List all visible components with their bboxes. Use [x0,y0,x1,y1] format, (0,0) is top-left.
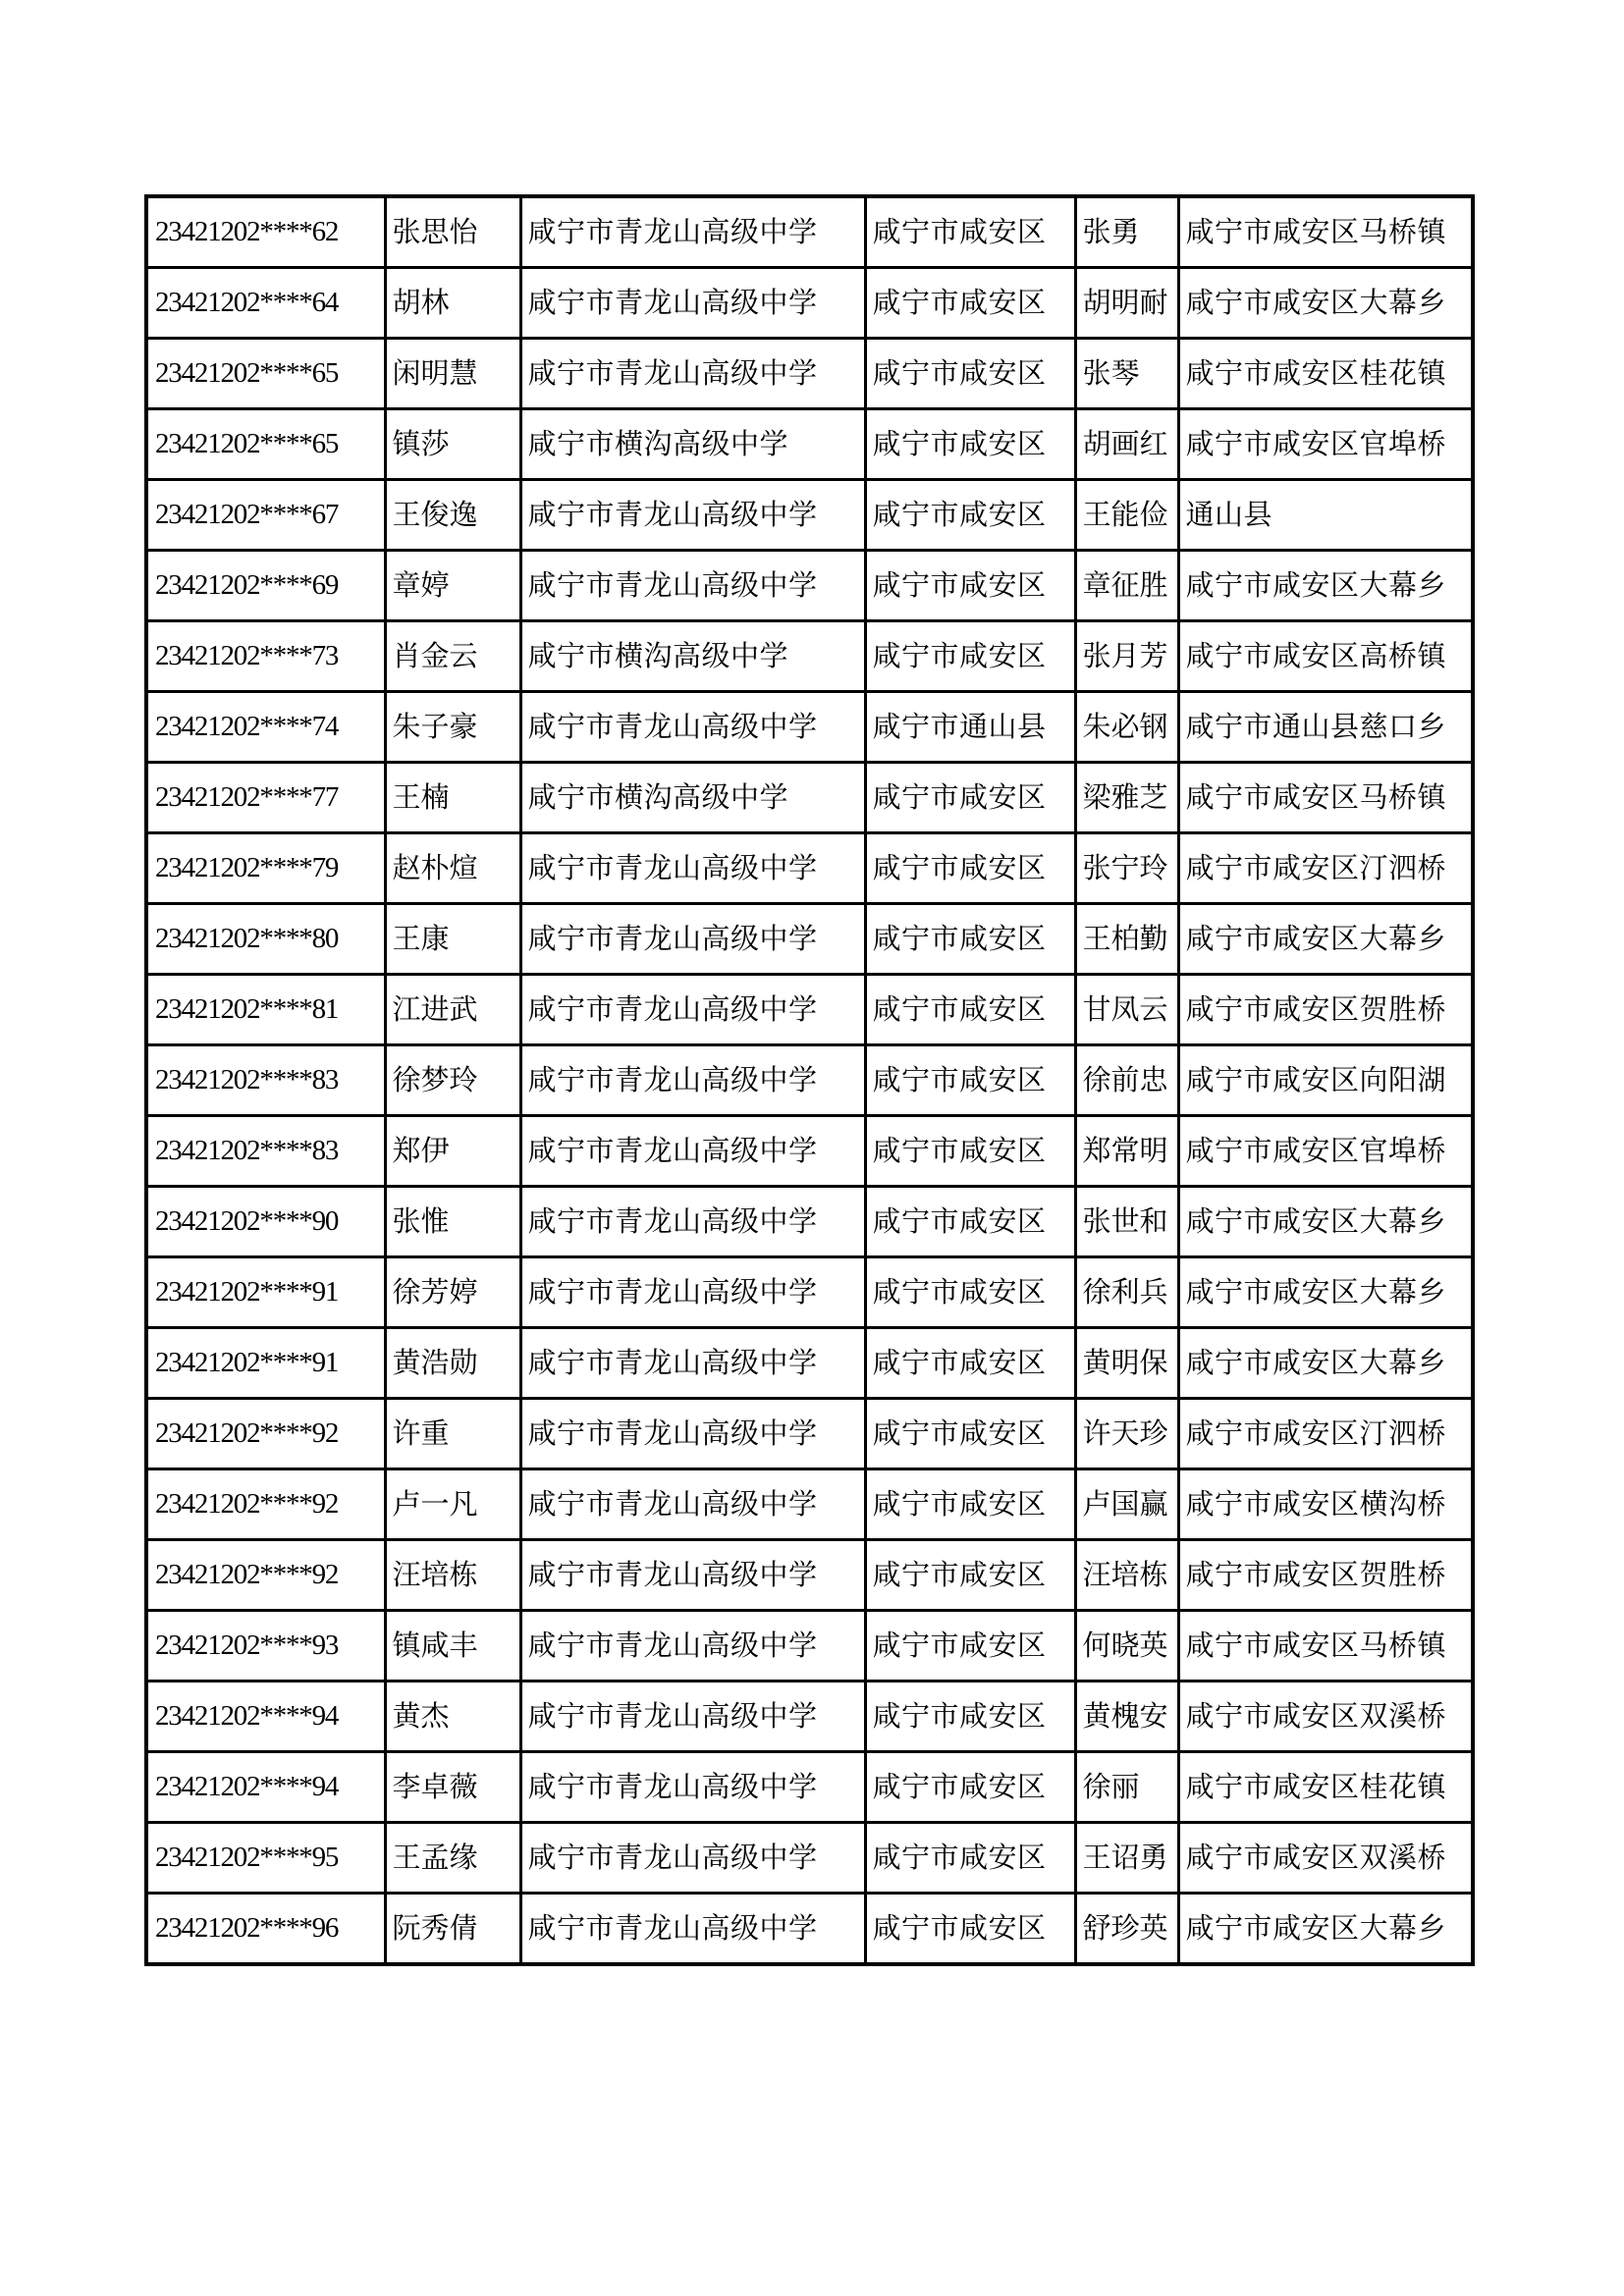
table-row [146,1328,1473,1399]
address-cell: 咸宁市咸安区高桥镇 [1178,621,1473,692]
student-id-cell: 23421202****64 [146,268,385,339]
school-cell: 咸宁市青龙山高级中学 [520,1682,865,1752]
table-row [146,1116,1473,1187]
student-name-cell: 卢一凡 [385,1469,520,1540]
region-cell: 咸宁市咸安区 [865,480,1075,551]
student-name-cell: 章婷 [385,551,520,621]
region-cell: 咸宁市咸安区 [865,1752,1075,1823]
student-name-cell: 闲明慧 [385,339,520,409]
school-cell: 咸宁市青龙山高级中学 [520,1752,865,1823]
address-cell: 咸宁市咸安区双溪桥 [1178,1682,1473,1752]
parent-name-cell: 徐利兵 [1075,1257,1178,1328]
parent-name-cell: 张琴 [1075,339,1178,409]
address-cell: 咸宁市咸安区向阳湖 [1178,1045,1473,1116]
school-cell: 咸宁市青龙山高级中学 [520,833,865,904]
table-row [146,409,1473,480]
parent-name-cell: 卢国赢 [1075,1469,1178,1540]
parent-name-cell: 王诏勇 [1075,1823,1178,1894]
table-row [146,1257,1473,1328]
region-cell: 咸宁市咸安区 [865,1187,1075,1257]
student-name-cell: 徐芳婷 [385,1257,520,1328]
table-row [146,480,1473,551]
address-cell: 咸宁市咸安区马桥镇 [1178,196,1473,268]
student-id-cell: 23421202****95 [146,1823,385,1894]
address-cell: 咸宁市咸安区双溪桥 [1178,1823,1473,1894]
student-id-cell: 23421202****92 [146,1469,385,1540]
student-id-cell: 23421202****83 [146,1116,385,1187]
address-cell: 咸宁市咸安区大幕乡 [1178,1257,1473,1328]
region-cell: 咸宁市咸安区 [865,975,1075,1045]
region-cell: 咸宁市咸安区 [865,763,1075,833]
student-name-cell: 黄浩勋 [385,1328,520,1399]
parent-name-cell: 许天珍 [1075,1399,1178,1469]
school-cell: 咸宁市青龙山高级中学 [520,975,865,1045]
student-name-cell: 江进武 [385,975,520,1045]
table-row [146,1752,1473,1823]
address-cell: 咸宁市咸安区桂花镇 [1178,1752,1473,1823]
table-row [146,904,1473,975]
region-cell: 咸宁市咸安区 [865,1257,1075,1328]
student-name-cell: 王康 [385,904,520,975]
student-name-cell: 张思怡 [385,196,520,268]
student-id-cell: 23421202****83 [146,1045,385,1116]
region-cell: 咸宁市咸安区 [865,904,1075,975]
parent-name-cell: 张世和 [1075,1187,1178,1257]
region-cell: 咸宁市咸安区 [865,1399,1075,1469]
school-cell: 咸宁市青龙山高级中学 [520,1469,865,1540]
student-id-cell: 23421202****92 [146,1399,385,1469]
student-id-cell: 23421202****90 [146,1187,385,1257]
student-id-cell: 23421202****65 [146,409,385,480]
student-id-cell: 23421202****67 [146,480,385,551]
parent-name-cell: 何晓英 [1075,1611,1178,1682]
parent-name-cell: 王能俭 [1075,480,1178,551]
address-cell: 咸宁市咸安区大幕乡 [1178,904,1473,975]
parent-name-cell: 甘凤云 [1075,975,1178,1045]
table-row [146,196,1473,268]
region-cell: 咸宁市咸安区 [865,339,1075,409]
student-id-cell: 23421202****79 [146,833,385,904]
table-row [146,763,1473,833]
student-name-cell: 赵朴煊 [385,833,520,904]
school-cell: 咸宁市青龙山高级中学 [520,551,865,621]
table-row [146,1399,1473,1469]
student-id-cell: 23421202****81 [146,975,385,1045]
region-cell: 咸宁市咸安区 [865,1611,1075,1682]
student-id-cell: 23421202****92 [146,1540,385,1611]
student-name-cell: 黄杰 [385,1682,520,1752]
student-id-cell: 23421202****73 [146,621,385,692]
school-cell: 咸宁市青龙山高级中学 [520,1116,865,1187]
address-cell: 咸宁市咸安区贺胜桥 [1178,975,1473,1045]
school-cell: 咸宁市青龙山高级中学 [520,1611,865,1682]
table-row [146,1894,1473,1965]
address-cell: 咸宁市咸安区大幕乡 [1178,1894,1473,1965]
table-row [146,833,1473,904]
table-row [146,975,1473,1045]
address-cell: 咸宁市咸安区大幕乡 [1178,1328,1473,1399]
address-cell: 咸宁市咸安区大幕乡 [1178,1187,1473,1257]
school-cell: 咸宁市青龙山高级中学 [520,1328,865,1399]
student-id-cell: 23421202****62 [146,196,385,268]
region-cell: 咸宁市咸安区 [865,1328,1075,1399]
parent-name-cell: 黄槐安 [1075,1682,1178,1752]
address-cell: 咸宁市咸安区大幕乡 [1178,268,1473,339]
student-name-cell: 王孟缘 [385,1823,520,1894]
region-cell: 咸宁市咸安区 [865,1894,1075,1965]
student-id-cell: 23421202****65 [146,339,385,409]
table-row [146,692,1473,763]
region-cell: 咸宁市咸安区 [865,551,1075,621]
student-id-cell: 23421202****74 [146,692,385,763]
student-name-cell: 王俊逸 [385,480,520,551]
parent-name-cell: 张勇 [1075,196,1178,268]
address-cell: 咸宁市咸安区官埠桥 [1178,1116,1473,1187]
school-cell: 咸宁市青龙山高级中学 [520,1894,865,1965]
region-cell: 咸宁市咸安区 [865,1116,1075,1187]
student-name-cell: 胡林 [385,268,520,339]
student-name-cell: 徐梦玲 [385,1045,520,1116]
table-row [146,1045,1473,1116]
student-id-cell: 23421202****91 [146,1328,385,1399]
table-row [146,1823,1473,1894]
region-cell: 咸宁市咸安区 [865,1540,1075,1611]
region-cell: 咸宁市咸安区 [865,1469,1075,1540]
parent-name-cell: 章征胜 [1075,551,1178,621]
student-list-table [144,194,1475,1966]
table-row [146,621,1473,692]
school-cell: 咸宁市横沟高级中学 [520,763,865,833]
school-cell: 咸宁市青龙山高级中学 [520,1823,865,1894]
student-name-cell: 朱子豪 [385,692,520,763]
table-row [146,1540,1473,1611]
school-cell: 咸宁市青龙山高级中学 [520,904,865,975]
parent-name-cell: 徐丽 [1075,1752,1178,1823]
student-name-cell: 许重 [385,1399,520,1469]
address-cell: 咸宁市咸安区桂花镇 [1178,339,1473,409]
parent-name-cell: 舒珍英 [1075,1894,1178,1965]
school-cell: 咸宁市青龙山高级中学 [520,196,865,268]
student-name-cell: 阮秀倩 [385,1894,520,1965]
table-row [146,551,1473,621]
student-name-cell: 李卓薇 [385,1752,520,1823]
school-cell: 咸宁市青龙山高级中学 [520,692,865,763]
address-cell: 咸宁市咸安区马桥镇 [1178,1611,1473,1682]
parent-name-cell: 张宁玲 [1075,833,1178,904]
student-name-cell: 肖金云 [385,621,520,692]
parent-name-cell: 梁雅芝 [1075,763,1178,833]
student-id-cell: 23421202****94 [146,1682,385,1752]
school-cell: 咸宁市青龙山高级中学 [520,339,865,409]
school-cell: 咸宁市青龙山高级中学 [520,1399,865,1469]
region-cell: 咸宁市咸安区 [865,196,1075,268]
region-cell: 咸宁市通山县 [865,692,1075,763]
parent-name-cell: 徐前忠 [1075,1045,1178,1116]
school-cell: 咸宁市青龙山高级中学 [520,1187,865,1257]
school-cell: 咸宁市横沟高级中学 [520,621,865,692]
table-row [146,1682,1473,1752]
region-cell: 咸宁市咸安区 [865,1682,1075,1752]
address-cell: 咸宁市通山县慈口乡 [1178,692,1473,763]
student-id-cell: 23421202****93 [146,1611,385,1682]
parent-name-cell: 张月芳 [1075,621,1178,692]
school-cell: 咸宁市青龙山高级中学 [520,1540,865,1611]
student-id-cell: 23421202****96 [146,1894,385,1965]
school-cell: 咸宁市青龙山高级中学 [520,1045,865,1116]
student-id-cell: 23421202****80 [146,904,385,975]
parent-name-cell: 汪培栋 [1075,1540,1178,1611]
school-cell: 咸宁市青龙山高级中学 [520,480,865,551]
region-cell: 咸宁市咸安区 [865,833,1075,904]
student-id-cell: 23421202****94 [146,1752,385,1823]
parent-name-cell: 郑常明 [1075,1116,1178,1187]
table-row [146,268,1473,339]
region-cell: 咸宁市咸安区 [865,621,1075,692]
address-cell: 咸宁市咸安区汀泗桥 [1178,1399,1473,1469]
student-id-cell: 23421202****77 [146,763,385,833]
student-id-cell: 23421202****69 [146,551,385,621]
address-cell: 咸宁市咸安区横沟桥 [1178,1469,1473,1540]
region-cell: 咸宁市咸安区 [865,1823,1075,1894]
student-name-cell: 镇咸丰 [385,1611,520,1682]
student-name-cell: 郑伊 [385,1116,520,1187]
region-cell: 咸宁市咸安区 [865,268,1075,339]
table-row [146,1469,1473,1540]
student-name-cell: 张惟 [385,1187,520,1257]
parent-name-cell: 王柏勤 [1075,904,1178,975]
student-name-cell: 镇莎 [385,409,520,480]
parent-name-cell: 朱必钢 [1075,692,1178,763]
table-body [146,196,1473,1964]
parent-name-cell: 胡画红 [1075,409,1178,480]
table-row [146,339,1473,409]
parent-name-cell: 黄明保 [1075,1328,1178,1399]
student-name-cell: 王楠 [385,763,520,833]
region-cell: 咸宁市咸安区 [865,1045,1075,1116]
address-cell: 通山县 [1178,480,1473,551]
student-id-cell: 23421202****91 [146,1257,385,1328]
address-cell: 咸宁市咸安区贺胜桥 [1178,1540,1473,1611]
address-cell: 咸宁市咸安区马桥镇 [1178,763,1473,833]
student-name-cell: 汪培栋 [385,1540,520,1611]
address-cell: 咸宁市咸安区官埠桥 [1178,409,1473,480]
address-cell: 咸宁市咸安区汀泗桥 [1178,833,1473,904]
address-cell: 咸宁市咸安区大幕乡 [1178,551,1473,621]
school-cell: 咸宁市横沟高级中学 [520,409,865,480]
table-row [146,1611,1473,1682]
school-cell: 咸宁市青龙山高级中学 [520,268,865,339]
region-cell: 咸宁市咸安区 [865,409,1075,480]
school-cell: 咸宁市青龙山高级中学 [520,1257,865,1328]
table-row [146,1187,1473,1257]
parent-name-cell: 胡明耐 [1075,268,1178,339]
